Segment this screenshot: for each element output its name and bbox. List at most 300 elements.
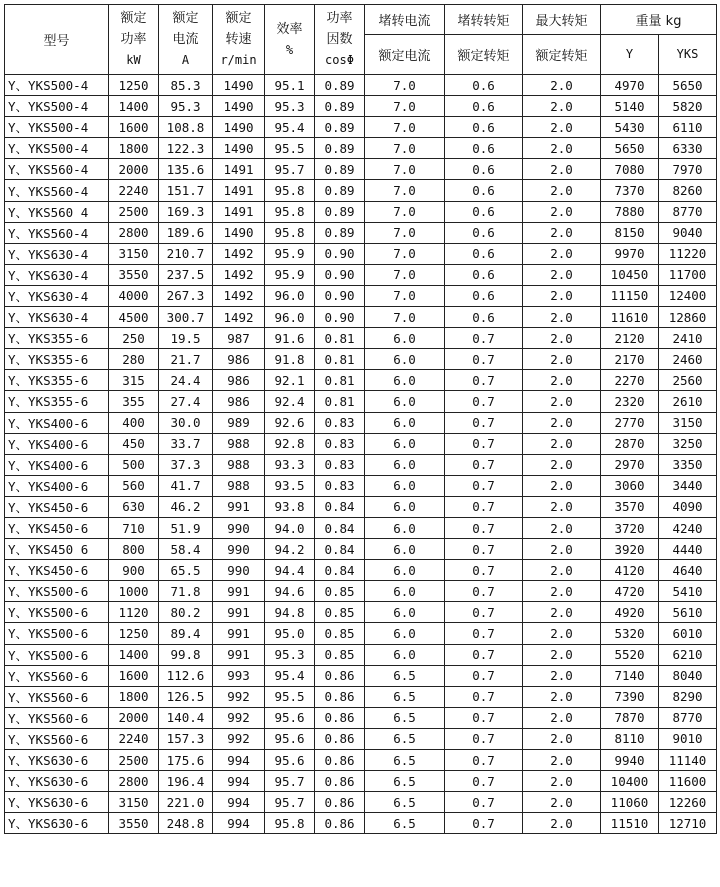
- cell-rated-power: 2500: [109, 201, 159, 222]
- cell-weight-y: 10400: [601, 771, 659, 792]
- cell-locked-current-ratio: 6.5: [365, 813, 445, 834]
- header-weight: 重量 kg: [601, 5, 717, 35]
- cell-weight-y: 11610: [601, 307, 659, 328]
- cell-locked-current-ratio: 6.5: [365, 792, 445, 813]
- cell-locked-current-ratio: 7.0: [365, 159, 445, 180]
- cell-rated-power: 3550: [109, 813, 159, 834]
- cell-weight-y: 2170: [601, 349, 659, 370]
- cell-efficiency: 91.8: [265, 349, 315, 370]
- table-row: [5, 602, 717, 623]
- cell-weight-y: 2120: [601, 328, 659, 349]
- cell-weight-y: 5140: [601, 96, 659, 117]
- cell-locked-current-ratio: 6.5: [365, 771, 445, 792]
- header-locked-current-ratio: 额定电流: [365, 35, 445, 75]
- cell-max-torque-ratio: 2.0: [523, 285, 601, 306]
- cell-rated-power: 710: [109, 517, 159, 538]
- cell-efficiency: 91.6: [265, 328, 315, 349]
- cell-rated-power: 500: [109, 454, 159, 475]
- cell-power-factor: 0.86: [315, 665, 365, 686]
- cell-locked-torque-ratio: 0.6: [445, 285, 523, 306]
- cell-rated-current: 80.2: [159, 602, 213, 623]
- cell-model: Y、YKS500-6: [5, 644, 109, 665]
- cell-efficiency: 95.6: [265, 707, 315, 728]
- table-row: [5, 243, 717, 264]
- cell-max-torque-ratio: 2.0: [523, 222, 601, 243]
- cell-rated-speed: 990: [213, 539, 265, 560]
- table-row: [5, 201, 717, 222]
- cell-power-factor: 0.85: [315, 602, 365, 623]
- cell-efficiency: 93.8: [265, 496, 315, 517]
- cell-rated-current: 65.5: [159, 560, 213, 581]
- cell-locked-torque-ratio: 0.7: [445, 623, 523, 644]
- cell-model: Y、YKS560-6: [5, 665, 109, 686]
- table-header: [5, 5, 717, 75]
- cell-weight-yks: 6110: [659, 117, 717, 138]
- header-model: 型号: [5, 5, 109, 75]
- cell-weight-yks: 3350: [659, 454, 717, 475]
- cell-rated-current: 300.7: [159, 307, 213, 328]
- cell-rated-current: 46.2: [159, 496, 213, 517]
- cell-max-torque-ratio: 2.0: [523, 75, 601, 96]
- cell-model: Y、YKS400-6: [5, 454, 109, 475]
- cell-rated-power: 900: [109, 560, 159, 581]
- cell-max-torque-ratio: 2.0: [523, 771, 601, 792]
- cell-rated-current: 89.4: [159, 623, 213, 644]
- cell-weight-yks: 12710: [659, 813, 717, 834]
- cell-power-factor: 0.85: [315, 581, 365, 602]
- cell-weight-yks: 8290: [659, 686, 717, 707]
- cell-max-torque-ratio: 2.0: [523, 307, 601, 328]
- table-row: [5, 560, 717, 581]
- cell-locked-torque-ratio: 0.7: [445, 728, 523, 749]
- table-row: [5, 771, 717, 792]
- cell-power-factor: 0.81: [315, 370, 365, 391]
- cell-locked-torque-ratio: 0.7: [445, 665, 523, 686]
- cell-locked-current-ratio: 7.0: [365, 117, 445, 138]
- cell-rated-current: 33.7: [159, 433, 213, 454]
- cell-rated-power: 1000: [109, 581, 159, 602]
- cell-locked-torque-ratio: 0.7: [445, 475, 523, 496]
- cell-model: Y、YKS560-6: [5, 686, 109, 707]
- cell-max-torque-ratio: 2.0: [523, 813, 601, 834]
- cell-weight-y: 10450: [601, 264, 659, 285]
- table-row: [5, 728, 717, 749]
- cell-max-torque-ratio: 2.0: [523, 623, 601, 644]
- cell-efficiency: 92.4: [265, 391, 315, 412]
- cell-weight-y: 4720: [601, 581, 659, 602]
- table-row: [5, 792, 717, 813]
- cell-max-torque-ratio: 2.0: [523, 707, 601, 728]
- cell-weight-yks: 5610: [659, 602, 717, 623]
- table-row: [5, 412, 717, 433]
- cell-rated-power: 2000: [109, 707, 159, 728]
- cell-efficiency: 95.8: [265, 222, 315, 243]
- table-row: [5, 475, 717, 496]
- cell-power-factor: 0.83: [315, 475, 365, 496]
- table-row: [5, 707, 717, 728]
- cell-weight-y: 3570: [601, 496, 659, 517]
- cell-weight-yks: 9040: [659, 222, 717, 243]
- cell-rated-current: 37.3: [159, 454, 213, 475]
- cell-model: Y、YKS450-6: [5, 517, 109, 538]
- cell-locked-current-ratio: 7.0: [365, 307, 445, 328]
- cell-power-factor: 0.81: [315, 391, 365, 412]
- cell-weight-yks: 2410: [659, 328, 717, 349]
- cell-locked-torque-ratio: 0.7: [445, 328, 523, 349]
- cell-weight-yks: 7970: [659, 159, 717, 180]
- cell-rated-current: 41.7: [159, 475, 213, 496]
- cell-rated-current: 175.6: [159, 750, 213, 771]
- cell-power-factor: 0.89: [315, 96, 365, 117]
- cell-rated-power: 1800: [109, 138, 159, 159]
- cell-rated-current: 140.4: [159, 707, 213, 728]
- table-row: [5, 349, 717, 370]
- cell-model: Y、YKS400-6: [5, 412, 109, 433]
- cell-power-factor: 0.84: [315, 560, 365, 581]
- cell-rated-power: 1250: [109, 623, 159, 644]
- cell-weight-yks: 8770: [659, 201, 717, 222]
- cell-rated-power: 560: [109, 475, 159, 496]
- cell-rated-speed: 988: [213, 475, 265, 496]
- cell-locked-current-ratio: 6.0: [365, 433, 445, 454]
- cell-rated-speed: 993: [213, 665, 265, 686]
- cell-locked-current-ratio: 7.0: [365, 243, 445, 264]
- header-locked-rotor-torque: 堵转转矩: [445, 5, 523, 35]
- cell-efficiency: 95.7: [265, 159, 315, 180]
- cell-locked-current-ratio: 6.5: [365, 665, 445, 686]
- cell-max-torque-ratio: 2.0: [523, 433, 601, 454]
- cell-locked-current-ratio: 7.0: [365, 201, 445, 222]
- table-row: [5, 370, 717, 391]
- cell-model: Y、YKS500-6: [5, 602, 109, 623]
- cell-max-torque-ratio: 2.0: [523, 138, 601, 159]
- cell-rated-power: 250: [109, 328, 159, 349]
- cell-weight-y: 7080: [601, 159, 659, 180]
- cell-rated-speed: 988: [213, 454, 265, 475]
- cell-model: Y、YKS500-4: [5, 117, 109, 138]
- cell-rated-current: 112.6: [159, 665, 213, 686]
- cell-weight-yks: 6330: [659, 138, 717, 159]
- cell-rated-power: 355: [109, 391, 159, 412]
- cell-locked-current-ratio: 6.0: [365, 623, 445, 644]
- cell-power-factor: 0.89: [315, 222, 365, 243]
- cell-model: Y、YKS450-6: [5, 496, 109, 517]
- cell-locked-current-ratio: 6.0: [365, 496, 445, 517]
- cell-locked-torque-ratio: 0.6: [445, 201, 523, 222]
- cell-efficiency: 95.0: [265, 623, 315, 644]
- cell-weight-yks: 2460: [659, 349, 717, 370]
- cell-locked-torque-ratio: 0.6: [445, 307, 523, 328]
- cell-rated-speed: 1492: [213, 307, 265, 328]
- table-row: [5, 686, 717, 707]
- cell-rated-current: 196.4: [159, 771, 213, 792]
- table-row: [5, 285, 717, 306]
- cell-efficiency: 95.9: [265, 243, 315, 264]
- cell-rated-speed: 1491: [213, 201, 265, 222]
- cell-locked-torque-ratio: 0.7: [445, 813, 523, 834]
- cell-rated-speed: 990: [213, 560, 265, 581]
- cell-rated-speed: 991: [213, 602, 265, 623]
- cell-rated-speed: 1490: [213, 222, 265, 243]
- table-body: [5, 75, 717, 834]
- cell-rated-speed: 991: [213, 581, 265, 602]
- cell-rated-current: 135.6: [159, 159, 213, 180]
- cell-efficiency: 93.3: [265, 454, 315, 475]
- motor-spec-table: [4, 4, 717, 834]
- cell-power-factor: 0.84: [315, 517, 365, 538]
- cell-rated-current: 95.3: [159, 96, 213, 117]
- cell-model: Y、YKS355-6: [5, 370, 109, 391]
- cell-rated-current: 210.7: [159, 243, 213, 264]
- cell-locked-current-ratio: 6.0: [365, 539, 445, 560]
- cell-max-torque-ratio: 2.0: [523, 96, 601, 117]
- table-row: [5, 264, 717, 285]
- cell-locked-torque-ratio: 0.6: [445, 138, 523, 159]
- cell-rated-speed: 992: [213, 707, 265, 728]
- cell-max-torque-ratio: 2.0: [523, 201, 601, 222]
- cell-rated-power: 2500: [109, 750, 159, 771]
- cell-locked-torque-ratio: 0.7: [445, 391, 523, 412]
- cell-weight-y: 2320: [601, 391, 659, 412]
- cell-locked-current-ratio: 6.0: [365, 412, 445, 433]
- cell-rated-speed: 1492: [213, 285, 265, 306]
- cell-rated-speed: 1491: [213, 159, 265, 180]
- cell-model: Y、YKS450 6: [5, 539, 109, 560]
- cell-power-factor: 0.81: [315, 349, 365, 370]
- cell-efficiency: 95.7: [265, 792, 315, 813]
- cell-rated-speed: 986: [213, 349, 265, 370]
- cell-max-torque-ratio: 2.0: [523, 581, 601, 602]
- table-row: [5, 496, 717, 517]
- cell-model: Y、YKS560-6: [5, 728, 109, 749]
- cell-model: Y、YKS560-4: [5, 159, 109, 180]
- cell-locked-torque-ratio: 0.7: [445, 412, 523, 433]
- table-row: [5, 159, 717, 180]
- cell-power-factor: 0.85: [315, 623, 365, 644]
- cell-weight-yks: 3440: [659, 475, 717, 496]
- cell-locked-current-ratio: 6.0: [365, 349, 445, 370]
- cell-locked-current-ratio: 6.0: [365, 391, 445, 412]
- cell-efficiency: 94.2: [265, 539, 315, 560]
- cell-weight-y: 2870: [601, 433, 659, 454]
- cell-max-torque-ratio: 2.0: [523, 349, 601, 370]
- header-locked-rotor-current: 堵转电流: [365, 5, 445, 35]
- table-row: [5, 328, 717, 349]
- cell-rated-current: 122.3: [159, 138, 213, 159]
- cell-model: Y、YKS500-6: [5, 581, 109, 602]
- cell-locked-torque-ratio: 0.6: [445, 180, 523, 201]
- cell-locked-current-ratio: 7.0: [365, 222, 445, 243]
- cell-max-torque-ratio: 2.0: [523, 328, 601, 349]
- cell-efficiency: 94.8: [265, 602, 315, 623]
- cell-weight-y: 2270: [601, 370, 659, 391]
- cell-model: Y、YKS560-4: [5, 222, 109, 243]
- cell-rated-current: 85.3: [159, 75, 213, 96]
- header-weight-y: Y: [601, 35, 659, 75]
- table-row: [5, 644, 717, 665]
- cell-rated-current: 21.7: [159, 349, 213, 370]
- cell-locked-torque-ratio: 0.7: [445, 496, 523, 517]
- cell-weight-yks: 11700: [659, 264, 717, 285]
- cell-max-torque-ratio: 2.0: [523, 496, 601, 517]
- cell-efficiency: 95.7: [265, 771, 315, 792]
- cell-model: Y、YKS630-6: [5, 792, 109, 813]
- cell-locked-current-ratio: 7.0: [365, 138, 445, 159]
- cell-rated-speed: 1490: [213, 75, 265, 96]
- cell-locked-torque-ratio: 0.7: [445, 560, 523, 581]
- header-max-torque: 最大转矩: [523, 5, 601, 35]
- cell-power-factor: 0.90: [315, 285, 365, 306]
- cell-weight-yks: 3150: [659, 412, 717, 433]
- table-row: [5, 138, 717, 159]
- cell-rated-power: 2800: [109, 222, 159, 243]
- cell-locked-current-ratio: 6.0: [365, 475, 445, 496]
- cell-weight-y: 5430: [601, 117, 659, 138]
- cell-power-factor: 0.85: [315, 644, 365, 665]
- table-row: [5, 539, 717, 560]
- cell-rated-current: 99.8: [159, 644, 213, 665]
- cell-model: Y、YKS500-4: [5, 75, 109, 96]
- cell-locked-current-ratio: 6.0: [365, 560, 445, 581]
- cell-weight-yks: 4090: [659, 496, 717, 517]
- cell-efficiency: 95.4: [265, 117, 315, 138]
- cell-rated-power: 3150: [109, 243, 159, 264]
- cell-model: Y、YKS560-4: [5, 180, 109, 201]
- table-row: [5, 813, 717, 834]
- cell-weight-yks: 5820: [659, 96, 717, 117]
- cell-power-factor: 0.83: [315, 433, 365, 454]
- cell-rated-speed: 1490: [213, 96, 265, 117]
- cell-rated-current: 237.5: [159, 264, 213, 285]
- cell-model: Y、YKS500-4: [5, 138, 109, 159]
- cell-locked-torque-ratio: 0.7: [445, 792, 523, 813]
- cell-rated-power: 1400: [109, 644, 159, 665]
- cell-rated-speed: 992: [213, 686, 265, 707]
- cell-weight-y: 7370: [601, 180, 659, 201]
- cell-power-factor: 0.89: [315, 138, 365, 159]
- cell-efficiency: 92.6: [265, 412, 315, 433]
- cell-rated-speed: 994: [213, 771, 265, 792]
- cell-max-torque-ratio: 2.0: [523, 180, 601, 201]
- cell-weight-yks: 8260: [659, 180, 717, 201]
- cell-efficiency: 95.3: [265, 96, 315, 117]
- cell-max-torque-ratio: 2.0: [523, 264, 601, 285]
- cell-rated-current: 169.3: [159, 201, 213, 222]
- cell-rated-current: 58.4: [159, 539, 213, 560]
- cell-max-torque-ratio: 2.0: [523, 644, 601, 665]
- cell-locked-current-ratio: 7.0: [365, 264, 445, 285]
- cell-power-factor: 0.86: [315, 813, 365, 834]
- cell-max-torque-ratio: 2.0: [523, 602, 601, 623]
- cell-locked-current-ratio: 6.0: [365, 454, 445, 475]
- cell-efficiency: 95.5: [265, 138, 315, 159]
- cell-weight-y: 4920: [601, 602, 659, 623]
- cell-power-factor: 0.89: [315, 75, 365, 96]
- cell-rated-power: 2240: [109, 180, 159, 201]
- table-row: [5, 96, 717, 117]
- cell-locked-torque-ratio: 0.7: [445, 517, 523, 538]
- cell-efficiency: 95.1: [265, 75, 315, 96]
- cell-weight-y: 5650: [601, 138, 659, 159]
- cell-rated-current: 108.8: [159, 117, 213, 138]
- cell-locked-torque-ratio: 0.7: [445, 644, 523, 665]
- cell-locked-current-ratio: 6.5: [365, 707, 445, 728]
- cell-locked-torque-ratio: 0.7: [445, 581, 523, 602]
- cell-weight-yks: 4240: [659, 517, 717, 538]
- table-row: [5, 180, 717, 201]
- cell-rated-power: 2000: [109, 159, 159, 180]
- cell-rated-current: 30.0: [159, 412, 213, 433]
- cell-power-factor: 0.90: [315, 264, 365, 285]
- cell-max-torque-ratio: 2.0: [523, 728, 601, 749]
- cell-weight-yks: 12860: [659, 307, 717, 328]
- cell-rated-current: 157.3: [159, 728, 213, 749]
- cell-efficiency: 94.4: [265, 560, 315, 581]
- cell-rated-power: 450: [109, 433, 159, 454]
- cell-locked-torque-ratio: 0.7: [445, 750, 523, 771]
- cell-efficiency: 96.0: [265, 285, 315, 306]
- cell-rated-speed: 986: [213, 370, 265, 391]
- cell-locked-torque-ratio: 0.7: [445, 602, 523, 623]
- cell-power-factor: 0.89: [315, 201, 365, 222]
- cell-rated-speed: 991: [213, 623, 265, 644]
- cell-locked-torque-ratio: 0.7: [445, 433, 523, 454]
- cell-max-torque-ratio: 2.0: [523, 560, 601, 581]
- cell-rated-speed: 994: [213, 792, 265, 813]
- cell-efficiency: 92.1: [265, 370, 315, 391]
- cell-locked-current-ratio: 7.0: [365, 285, 445, 306]
- cell-model: Y、YKS450-6: [5, 560, 109, 581]
- cell-rated-speed: 1492: [213, 243, 265, 264]
- cell-power-factor: 0.83: [315, 454, 365, 475]
- cell-rated-power: 315: [109, 370, 159, 391]
- cell-max-torque-ratio: 2.0: [523, 454, 601, 475]
- cell-rated-current: 19.5: [159, 328, 213, 349]
- cell-weight-y: 11150: [601, 285, 659, 306]
- cell-efficiency: 94.0: [265, 517, 315, 538]
- cell-power-factor: 0.84: [315, 539, 365, 560]
- header-rated-speed: 额定 转速 r/min: [213, 5, 265, 75]
- cell-weight-yks: 12400: [659, 285, 717, 306]
- cell-weight-y: 8150: [601, 222, 659, 243]
- cell-locked-current-ratio: 6.5: [365, 750, 445, 771]
- cell-efficiency: 92.8: [265, 433, 315, 454]
- cell-power-factor: 0.86: [315, 686, 365, 707]
- cell-weight-y: 4120: [601, 560, 659, 581]
- cell-locked-torque-ratio: 0.7: [445, 370, 523, 391]
- cell-locked-torque-ratio: 0.6: [445, 264, 523, 285]
- cell-rated-speed: 990: [213, 517, 265, 538]
- cell-model: Y、YKS500-4: [5, 96, 109, 117]
- cell-max-torque-ratio: 2.0: [523, 117, 601, 138]
- cell-locked-current-ratio: 7.0: [365, 96, 445, 117]
- cell-rated-speed: 988: [213, 433, 265, 454]
- cell-weight-y: 9940: [601, 750, 659, 771]
- cell-weight-yks: 6210: [659, 644, 717, 665]
- cell-locked-current-ratio: 6.0: [365, 581, 445, 602]
- cell-efficiency: 93.5: [265, 475, 315, 496]
- cell-model: Y、YKS560-6: [5, 707, 109, 728]
- table-row: [5, 75, 717, 96]
- cell-model: Y、YKS355-6: [5, 328, 109, 349]
- cell-rated-speed: 1491: [213, 180, 265, 201]
- table-row: [5, 517, 717, 538]
- table-row: [5, 222, 717, 243]
- cell-power-factor: 0.90: [315, 243, 365, 264]
- cell-locked-torque-ratio: 0.6: [445, 75, 523, 96]
- cell-weight-y: 3060: [601, 475, 659, 496]
- cell-efficiency: 95.8: [265, 813, 315, 834]
